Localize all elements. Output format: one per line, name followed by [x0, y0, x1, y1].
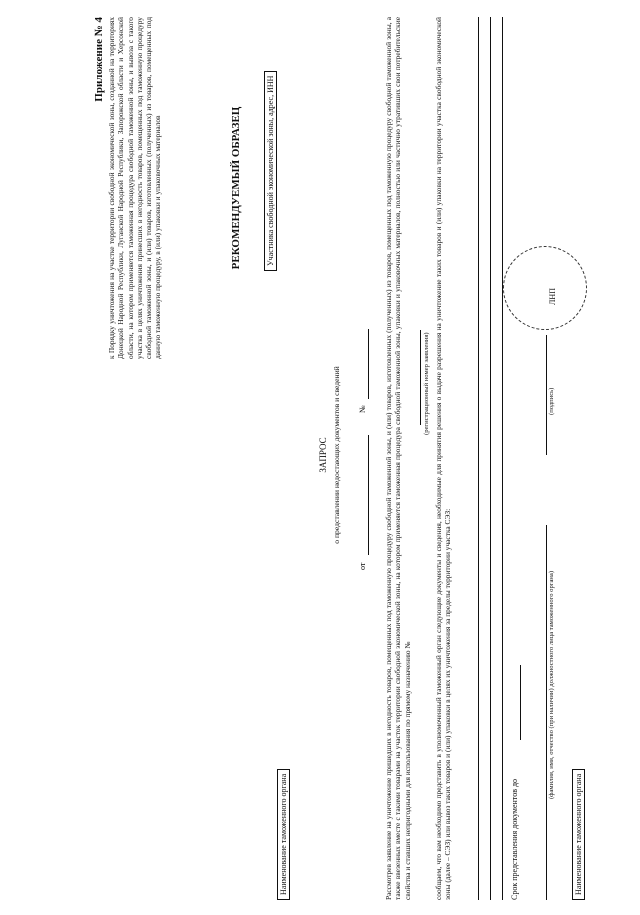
signature-line — [546, 335, 547, 455]
signature-caption: (подпись) — [548, 387, 555, 415]
fill-line — [502, 17, 503, 900]
request-title: ЗАПРОС — [318, 437, 328, 473]
date-line — [368, 435, 369, 555]
deadline-label: Срок представления документов до — [510, 778, 519, 900]
fill-line — [490, 17, 491, 900]
deadline-line — [520, 665, 521, 740]
reg-number-caption: (регистрационный номер заявления) — [423, 332, 430, 435]
paragraph-request: сообщаем, что вам необходимо представить в уполномоченный таможенный орган следующие документы и сведения, необходимые для принятия решения о выдаче разрешения на уничтожение таких товаров и (или) упаковки на территории участка свободной экономической зоны (далее – СЭЗ) или вывоз таких товаров и (или) упаковки в целях их уничтожения за пределы территории участка СЭЗ: — [434, 17, 453, 900]
stamp-label: ЛНП — [548, 288, 557, 305]
addressee-box: Участника свободной экономической зоны, адрес, ИНН — [264, 71, 277, 271]
appendix-number: Приложение № 4 — [93, 17, 105, 102]
sample-heading: РЕКОМЕНДУЕМЫЙ ОБРАЗЕЦ — [230, 106, 242, 270]
request-subtitle: о представлении недостающих документов и сведений — [332, 366, 341, 544]
fill-line — [478, 17, 479, 900]
date-prefix: от — [358, 562, 367, 570]
official-line — [546, 525, 547, 900]
paragraph-application: Рассмотрев заявление на уничтожение пришедших в негодность товаров, помещенных под таможенную процедуру свободной таможенной зоны, и (или) товаров, изготовленных (полученных) из товаров, помещенных под таможенную процедуру свободной таможенной зоны, а также ввезенных вместе с такими товарами на участок территории свободной экономической зоны, на котором применяется таможенная процедура свободной таможенной зоны, упаковки и упаковочных материалов, полностью или частично утративших свои потребительские свойства и ставших непригодными для использования по прямому назначению № — [384, 17, 412, 900]
stamp-circle — [503, 246, 587, 330]
number-sign: № — [358, 405, 367, 413]
customs-authority-box-bottom: Наименование таможенного органа — [572, 769, 585, 900]
customs-authority-box-top: Наименование таможенного органа — [277, 769, 290, 900]
appendix-text: к Порядку уничтожения на участке территории свободной экономической зоны, созданной на территориях Донецкой Народной Республики, Луганской Народной Республики, Запорожской области и Херсонской области, на котором применяется таможенная процедура свободной таможенной зоны, и вывоза с такого участка в целях уничтожения принесших в негодность товаров, помещенных под таможенную процедуру свободной таможенной зоны, и (или) товаров, изготовленных (полученных) из товаров, помещенных под данную таможенную процедуру, в (или) упаковки и упаковочных материалов — [107, 17, 163, 359]
official-caption: (фамилия, имя, отчество (при наличии) должностного лица таможенного органа) — [548, 570, 555, 800]
number-line — [368, 329, 369, 399]
reg-number-line — [420, 330, 421, 425]
